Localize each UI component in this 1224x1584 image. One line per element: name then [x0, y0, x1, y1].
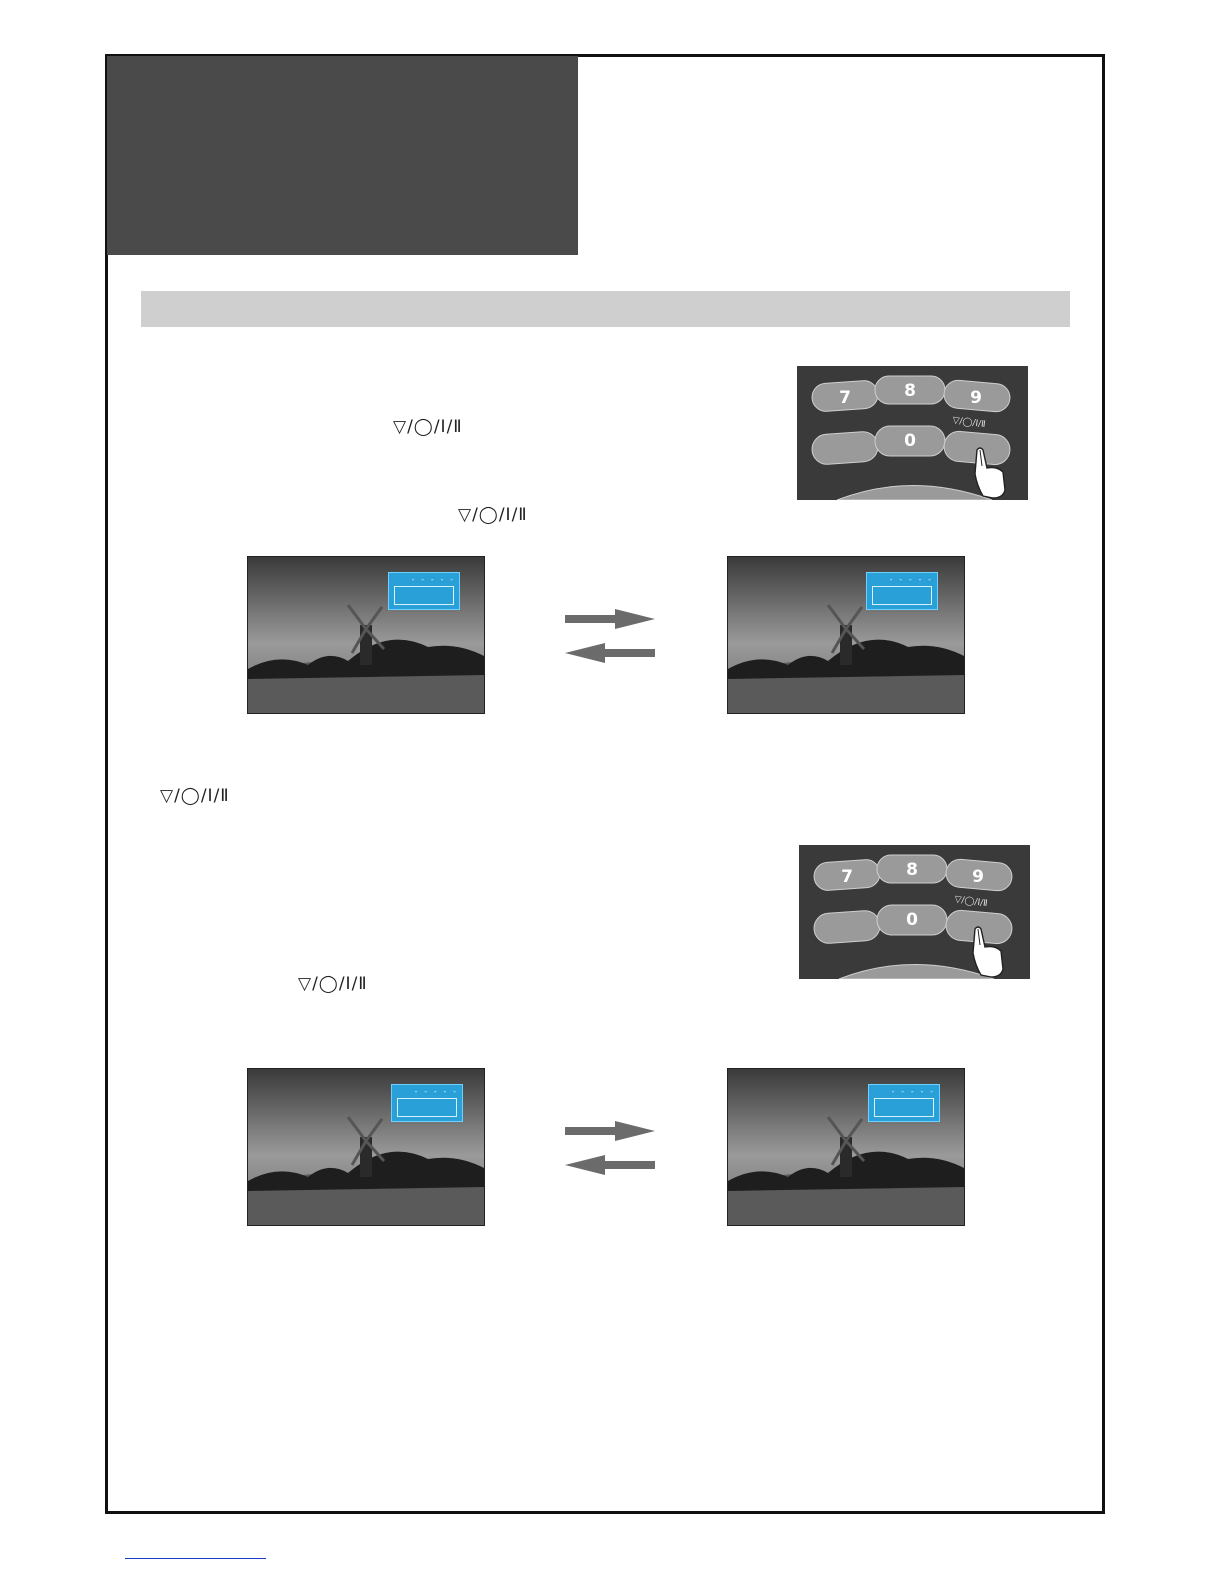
svg-text:9: 9: [972, 867, 984, 887]
arrow-right-icon: [565, 609, 655, 629]
remote-illustration-1: [797, 366, 1028, 500]
toggle-arrows-2: [563, 1119, 657, 1179]
arrow-left-icon: [565, 643, 655, 663]
svg-text:7: 7: [841, 867, 853, 887]
mode-symbol-2: ▽/◯/Ⅰ/Ⅱ: [458, 505, 528, 525]
tv-screen-1a: [247, 556, 485, 714]
mode-symbol-3: ▽/◯/Ⅰ/Ⅱ: [160, 786, 230, 806]
mode-symbol-1: ▽/◯/Ⅰ/Ⅱ: [393, 417, 463, 437]
remote-illustration-2: [799, 845, 1030, 979]
osd-box: - - - - -: [868, 1084, 940, 1122]
tv-screen-2a: [247, 1068, 485, 1226]
svg-text:▽/◯/Ⅰ/Ⅱ: ▽/◯/Ⅰ/Ⅱ: [951, 415, 987, 431]
osd-box: - - - - -: [388, 572, 460, 610]
toggle-arrows-1: [563, 607, 657, 667]
tv-screen-1b: [727, 556, 965, 714]
osd-box: - - - - -: [391, 1084, 463, 1122]
section-bar: [141, 291, 1070, 327]
key-blank: [811, 431, 879, 466]
osd-box: - - - - -: [866, 572, 938, 610]
footer-link-underline[interactable]: [125, 1558, 266, 1559]
svg-text:7: 7: [839, 388, 851, 408]
arrow-left-icon: [565, 1155, 655, 1175]
svg-text:9: 9: [970, 388, 982, 408]
arrow-right-icon: [565, 1121, 655, 1141]
page-frame: [105, 54, 1105, 1514]
svg-text:▽/◯/Ⅰ/Ⅱ: ▽/◯/Ⅰ/Ⅱ: [953, 894, 989, 910]
header-block: [107, 56, 578, 255]
tv-screen-2b: [727, 1068, 965, 1226]
svg-text:0: 0: [906, 910, 918, 930]
mode-symbol-4: ▽/◯/Ⅰ/Ⅱ: [298, 974, 368, 994]
svg-text:8: 8: [904, 381, 916, 401]
svg-text:0: 0: [904, 431, 916, 451]
svg-text:8: 8: [906, 860, 918, 880]
